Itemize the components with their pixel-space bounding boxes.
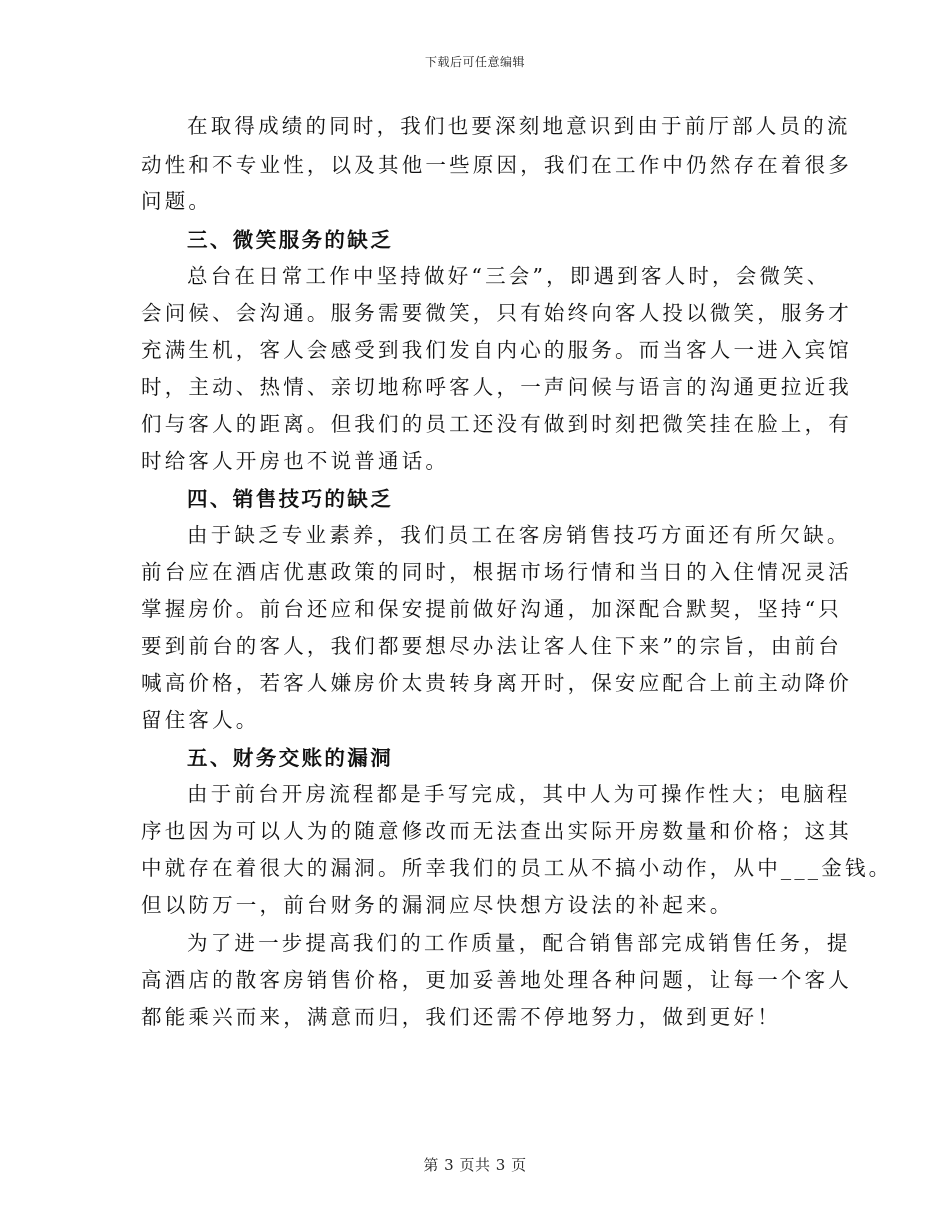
paragraph-line: 为了进一步提高我们的工作质量，配合销售部完成销售任务，提 — [187, 931, 851, 955]
paragraph-line: 要到前台的客人，我们都要想尽办法让客人住下来”的宗旨，由前台 — [141, 634, 842, 658]
paragraph-line: 都能乘兴而来，满意而归，我们还需不停地努力，做到更好！ — [141, 1005, 781, 1029]
paragraph-line: 由于缺乏专业素养，我们员工在客房销售技巧方面还有所欠缺。 — [187, 523, 851, 547]
paragraph-line: 中就存在着很大的漏洞。所幸我们的员工从不搞小动作，从中___金钱。 — [141, 856, 893, 880]
section-heading: 四、销售技巧的缺乏 — [187, 487, 394, 511]
paragraph-line: 会问候、会沟通。服务需要微笑，只有始终向客人投以微笑，服务才 — [141, 301, 852, 325]
paragraph-line: 留住客人。 — [141, 708, 260, 732]
paragraph-line: 时给客人开房也不说普通话。 — [141, 449, 450, 473]
section-heading: 三、微笑服务的缺乏 — [187, 228, 394, 252]
paragraph-line: 掌握房价。前台还应和保安提前做好沟通，加深配合默契，坚持“只 — [141, 597, 842, 621]
paragraph-line: 们与客人的距离。但我们的员工还没有做到时刻把微笑挂在脸上，有 — [141, 412, 852, 436]
paragraph-line: 充满生机，客人会感受到我们发自内心的服务。而当客人一进入宾馆 — [141, 338, 852, 362]
page-header: 下载后可任意编辑 — [424, 55, 525, 69]
paragraph-line: 时，主动、热情、亲切地称呼客人，一声问候与语言的沟通更拉近我 — [141, 375, 852, 399]
paragraph-line: 高酒店的散客房销售价格，更加妥善地处理各种问题，让每一个客人 — [141, 968, 852, 992]
paragraph-line: 问题。 — [141, 189, 213, 213]
paragraph-line: 在取得成绩的同时，我们也要深刻地意识到由于前厅部人员的流 — [187, 114, 851, 138]
paragraph-line: 喊高价格，若客人嫌房价太贵转身离开时，保安应配合上前主动降价 — [141, 671, 852, 695]
section-heading: 五、财务交账的漏洞 — [187, 746, 394, 770]
page-footer: 第 3 页共 3 页 — [423, 1156, 527, 1174]
paragraph-line: 总台在日常工作中坚持做好“三会”，即遇到客人时，会微笑、 — [187, 264, 831, 288]
paragraph-line: 前台应在酒店优惠政策的同时，根据市场行情和当日的入住情况灵活 — [141, 560, 852, 584]
paragraph-line: 但以防万一，前台财务的漏洞应尽快想方设法的补起来。 — [141, 893, 734, 917]
paragraph-line: 由于前台开房流程都是手写完成，其中人为可操作性大；电脑程 — [187, 782, 851, 806]
paragraph-line: 序也因为可以人为的随意修改而无法查出实际开房数量和价格；这其 — [141, 819, 852, 843]
paragraph-line: 动性和不专业性，以及其他一些原因，我们在工作中仍然存在着很多 — [141, 153, 852, 177]
